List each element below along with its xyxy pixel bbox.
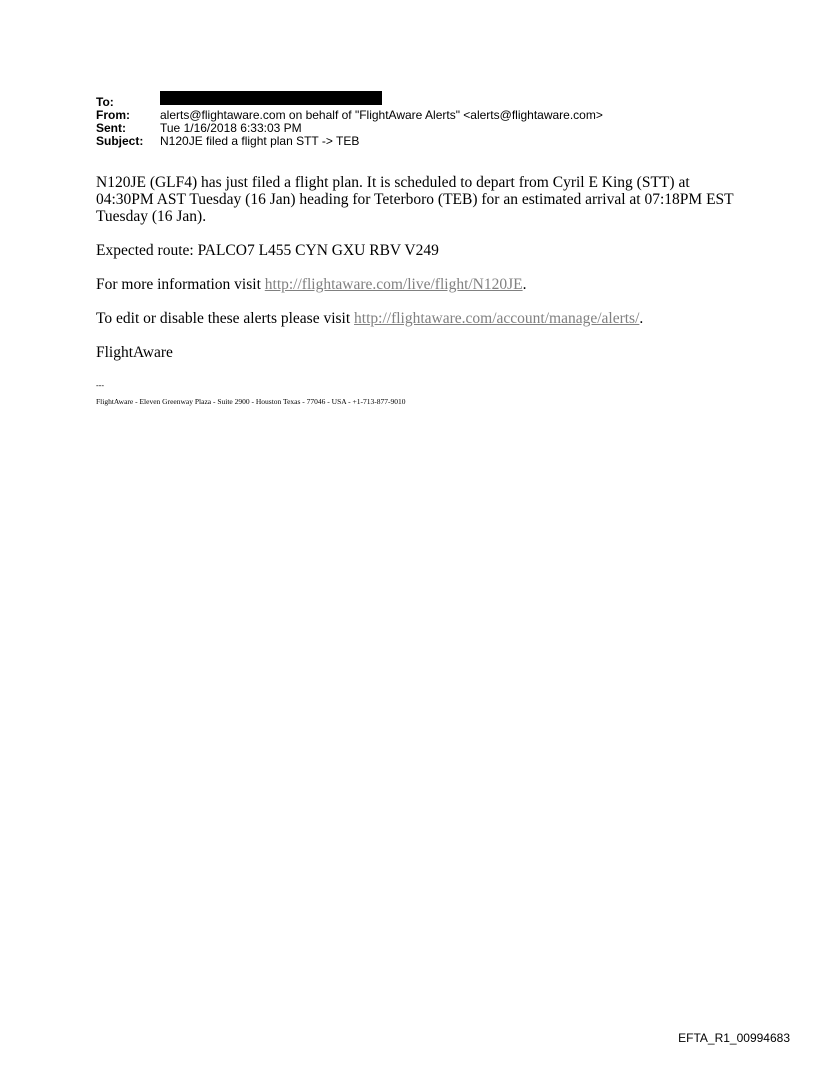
from-value: alerts@flightaware.com on behalf of "FlightAware Alerts" <alerts@flightaware.com> bbox=[160, 108, 603, 122]
email-header bbox=[96, 96, 603, 148]
from-label: From: bbox=[96, 108, 130, 122]
flight-plan-paragraph: N120JE (GLF4) has just filed a flight plan. It is scheduled to depart from Cyril E King (STT) at 04:30PM AST Tuesday (16 Jan) heading for Teterboro (TEB) for an estimated arrival at 07:18PM EST Tuesday (16 Jan). bbox=[96, 174, 734, 225]
signature: FlightAware bbox=[96, 344, 173, 361]
email-body bbox=[96, 174, 736, 378]
edit-alerts-paragraph: To edit or disable these alerts please visit http://flightaware.com/account/manage/alerts/. bbox=[96, 310, 644, 327]
subject-row bbox=[96, 135, 603, 148]
subject-value: N120JE filed a flight plan STT -> TEB bbox=[160, 134, 360, 148]
sent-value: Tue 1/16/2018 6:33:03 PM bbox=[160, 121, 302, 135]
footer-address: FlightAware - Eleven Greenway Plaza - Suite 2900 - Houston Texas - 77046 - USA - +1-713-877-9010 bbox=[96, 397, 406, 406]
to-label: To: bbox=[96, 95, 114, 109]
document-id: EFTA_R1_00994683 bbox=[678, 1031, 790, 1045]
signature-separator: --- bbox=[96, 381, 104, 390]
redaction-bar bbox=[160, 91, 382, 105]
manage-alerts-link[interactable]: http://flightaware.com/account/manage/alerts/ bbox=[354, 310, 640, 327]
flight-link[interactable]: http://flightaware.com/live/flight/N120JE bbox=[264, 276, 523, 293]
expected-route: Expected route: PALCO7 L455 CYN GXU RBV V249 bbox=[96, 242, 439, 259]
more-info-paragraph: For more information visit http://flightaware.com/live/flight/N120JE. bbox=[96, 276, 527, 293]
subject-label: Subject: bbox=[96, 134, 144, 148]
sent-label: Sent: bbox=[96, 121, 126, 135]
